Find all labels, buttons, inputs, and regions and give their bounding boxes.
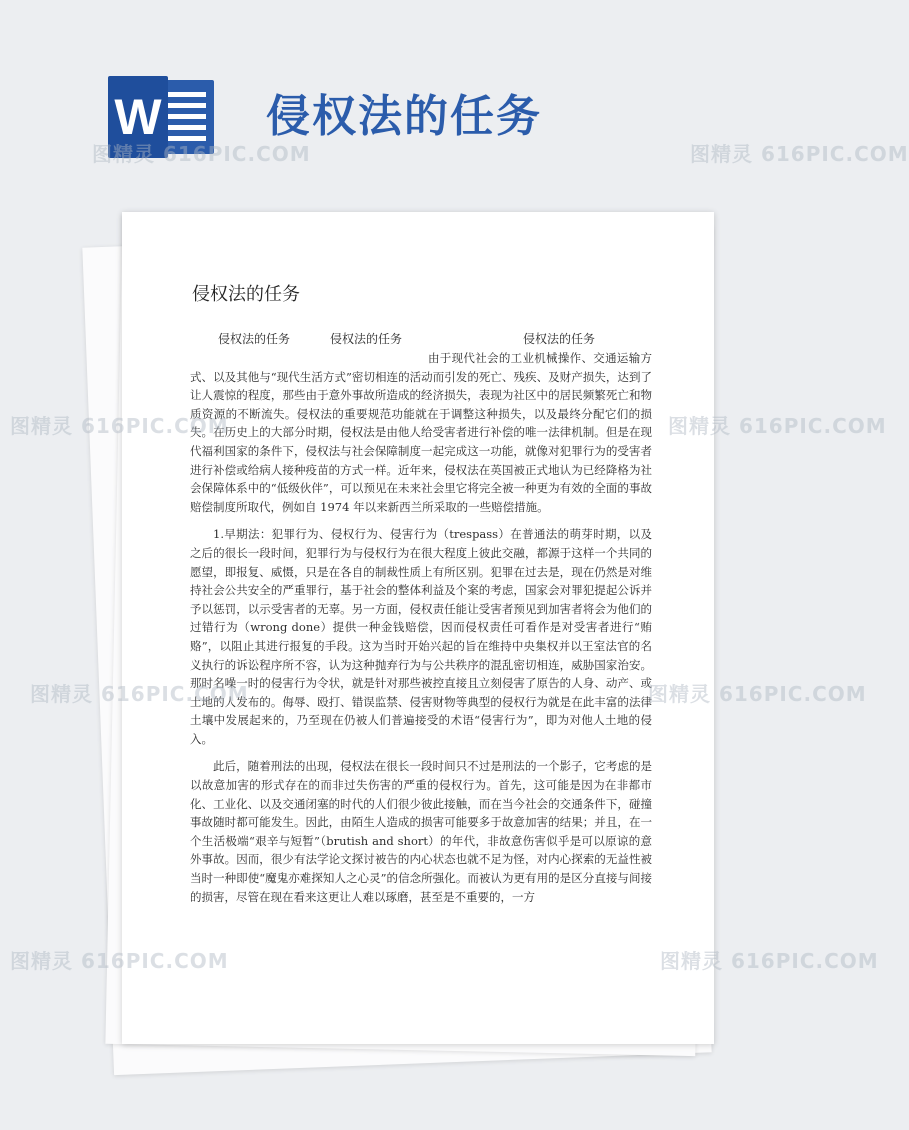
watermark-text: 图精灵 616PIC.COM: [690, 142, 909, 166]
watermark-text: 图精灵 616PIC.COM: [30, 682, 249, 706]
watermark-text: 图精灵 616PIC.COM: [10, 949, 229, 973]
header-item: 侵权法的任务: [523, 332, 596, 346]
watermark-text: 图精灵 616PIC.COM: [668, 414, 887, 438]
paragraph: 此后，随着刑法的出现，侵权法在很长一段时间只不过是刑法的一个影子，它考虑的是以故意加害的形式存在的而非过失伤害的严重的侵权行为。首先，这可能是因为在非都市化、工业化、以及交通闭塞的时代的人们很少彼此接触，而在当今社会的交通条件下，碰撞事故随时都可能发生。因此，由陌生人造成的损害可能要多于故意加害的结果；并且，在一个生活极端“艰辛与短暂”（brutish and short）的年代，非故意伤害似乎是可以原谅的意外事故。因而，很少有法学论文探讨被告的内心状态也就不足为怪，对内心探索的无益性被当时一种即使“魔鬼亦难探知人之心灵”的信念所强化。而被认为更有用的是区分直接与间接的损害，尽管在现在看来这更让人难以琢磨，甚至是不重要的，一方: [190, 759, 652, 904]
watermark-text: 图精灵 616PIC.COM: [648, 682, 867, 706]
word-w-icon: W: [108, 76, 168, 158]
watermark-text: 图精灵 616PIC.COM: [660, 949, 879, 973]
header-row: [218, 330, 678, 350]
banner-title: 侵权法的任务: [266, 91, 542, 142]
document-page: [122, 212, 714, 1044]
watermark-text: 图精灵 616PIC.COM: [92, 142, 311, 166]
document-body: [190, 349, 652, 906]
header-item: 侵权法的任务: [218, 332, 291, 346]
header-item: 侵权法的任务: [330, 332, 403, 346]
paragraph: 由于现代社会的工业机械操作、交通运输方式、以及其他与“现代生活方式”密切相连的活动而引发的死亡、残疾、及财产损失，达到了让人震惊的程度，那些由于意外事故所造成的经济损失，表现为社区中的居民频繁死亡和物质资源的不断流失。侵权法的重要规范功能就在于调整这种损失，以及最终分配它们的损失。在历史上的大部分时期，侵权法是由他人给受害者进行补偿的唯一法律机制。但是在现代福利国家的条件下，侵权法与社会保障制度一起完成这一功能，就像对犯罪行为的受害者进行补偿或给病人接种疫苗的方式一样。近年来，侵权法在英国被正式地认为已经降格为社会保障体系中的“低级伙伴”，可以预见在未来社会里它将完全被一种更为有效的全面的事故赔偿制度所取代，例如自 1974 年以来新西兰所采取的一些赔偿措施。: [190, 351, 652, 514]
word-app-icon: [108, 76, 214, 158]
document-title: 侵权法的任务: [192, 284, 300, 305]
watermark-text: 图精灵 616PIC.COM: [10, 414, 229, 438]
paragraph: 1.早期法：犯罪行为、侵权行为、侵害行为（trespass）在普通法的萌芽时期，以及之后的很长一段时间，犯罪行为与侵权行为在很大程度上彼此交融，都源于这样一个共同的愿望，即报复、威慑，只是在各自的制裁性质上有所区别。犯罪在过去是，现在仍然是对维持社会公共安全的严重罪行，基于社会的整体利益及个案的考虑，国家会对罪犯提起公诉并予以惩罚，以示受害者的无辜。另一方面，侵权责任能让受害者预见到加害者将会为他们的过错行为（wrong done）提供一种金钱赔偿，因而侵权责任可看作是对受害者进行“贿赂”，以阻止其进行报复的手段。这为当时开始兴起的旨在维持中央集权并以王室法官的名义执行的诉讼程序所不容，认为这种抛弃行为与公共秩序的混乱密切相连，威胁国家治安。那时名噪一时的侵害行为令状，就是针对那些被控直接且立刻侵害了原告的人身、动产、或土地的人发布的。侮辱、殴打、错误监禁、侵害财物等典型的侵权行为就是在此丰富的法律土壤中发展起来的，乃至现在仍被人们普遍接受的术语“侵害行为”，即为对他人土地的侵入。: [190, 527, 652, 746]
